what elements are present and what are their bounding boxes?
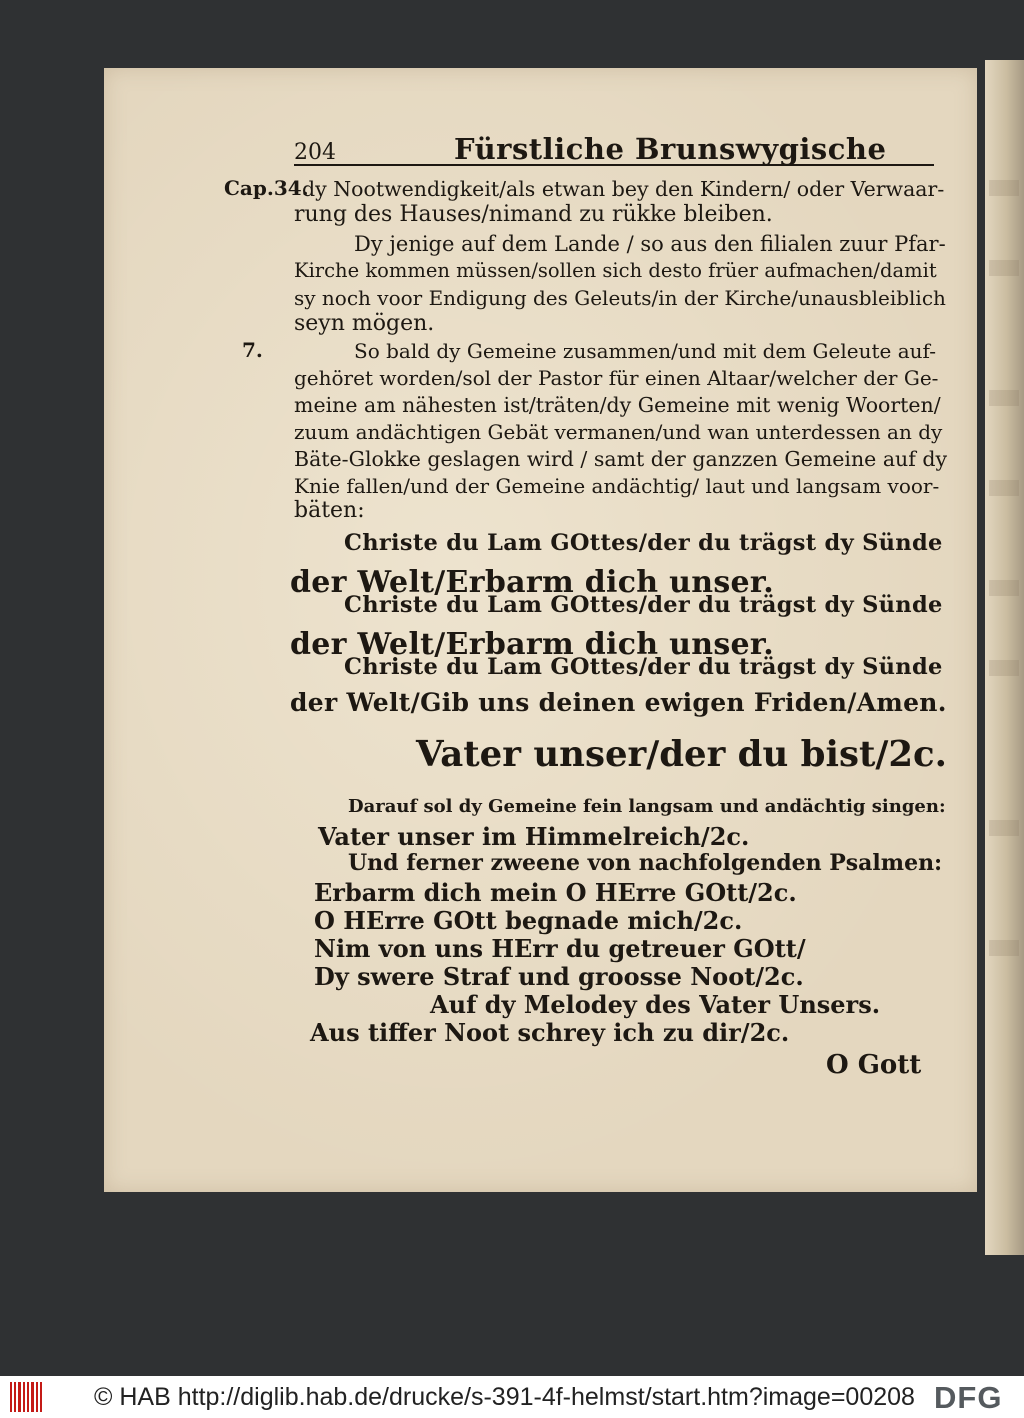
text-line: sy noch voor Endigung des Geleuts/in der Kirche/unausbleiblich [294, 286, 946, 310]
invocation-line: Christe du Lam GOttes/der du trägst dy Sünde [344, 530, 943, 556]
hymn-line: Und ferner zweene von nachfolgenden Psalmen: [348, 850, 943, 876]
book-page [104, 68, 977, 1192]
text-line: Bäte-Glokke geslagen wird / samt der ganzzen Gemeine auf dy [294, 447, 948, 471]
invocation-line: der Welt/Gib uns deinen ewigen Friden/Amen. [290, 688, 947, 717]
footer-bar [0, 1376, 1024, 1418]
chapter-margin-note: Cap.34. [224, 176, 309, 200]
hymn-line: Aus tiffer Noot schrey ich zu dir/2c. [310, 1018, 790, 1047]
hab-barcode-icon [10, 1382, 44, 1412]
source-credit-link[interactable]: © HAB http://diglib.hab.de/drucke/s-391-4f-helmst/start.htm?image=00208 [94, 1383, 915, 1411]
section-number: 7. [242, 338, 263, 362]
invocation-line: Christe du Lam GOttes/der du trägst dy Sünde [344, 654, 943, 680]
text-line: So bald dy Gemeine zusammen/und mit dem Geleute auf- [354, 339, 936, 363]
text-line: Knie fallen/und der Gemeine andächtig/ laut und langsam voor- [294, 474, 940, 498]
text-line: Dy jenige auf dem Lande / so aus den filialen zuur Pfar- [354, 232, 946, 256]
invocation-line: der Welt/Erbarm dich unser. [290, 627, 775, 662]
running-title: Fürstliche Brunswygische [454, 132, 887, 166]
text-line: dy Nootwendigkeit/als etwan bey den Kindern/ oder Verwaar- [302, 177, 945, 201]
invocation-line: der Welt/Erbarm dich unser. [290, 565, 775, 600]
page-header [294, 130, 934, 166]
text-line: rung des Hauses/nimand zu rükke bleiben. [294, 202, 773, 227]
hymn-line: Darauf sol dy Gemeine fein langsam und andächtig singen: [348, 796, 946, 817]
text-line: bäten: [294, 498, 365, 523]
prayer-heading: Vater unser/der du bist/2c. [416, 734, 947, 775]
hymn-line: Auf dy Melodey des Vater Unsers. [430, 990, 881, 1019]
page-number: 204 [294, 140, 336, 165]
hymn-line: Dy swere Straf und groosse Noot/2c. [314, 962, 804, 991]
text-line: Kirche kommen müssen/sollen sich desto früer aufmachen/damit [294, 259, 937, 282]
hymn-line: Erbarm dich mein O HErre GOtt/2c. [314, 878, 797, 907]
text-line: seyn mögen. [294, 311, 435, 336]
facing-page-edge [985, 60, 1024, 1255]
hymn-line: O HErre GOtt begnade mich/2c. [314, 906, 743, 935]
dfg-logo: DFG [934, 1380, 1003, 1415]
text-line: meine am nähesten ist/träten/dy Gemeine mit wenig Woorten/ [294, 393, 941, 417]
hymn-line: Vater unser im Himmelreich/2c. [318, 822, 750, 851]
invocation-line: Christe du Lam GOttes/der du trägst dy Sünde [344, 592, 943, 618]
catchword: O Gott [826, 1050, 922, 1080]
hymn-line: Nim von uns HErr du getreuer GOtt/ [314, 934, 806, 963]
text-line: gehöret worden/sol der Pastor für einen Altaar/welcher der Ge- [294, 366, 939, 390]
text-line: zuum andächtigen Gebät vermanen/und wan unterdessen an dy [294, 420, 943, 444]
